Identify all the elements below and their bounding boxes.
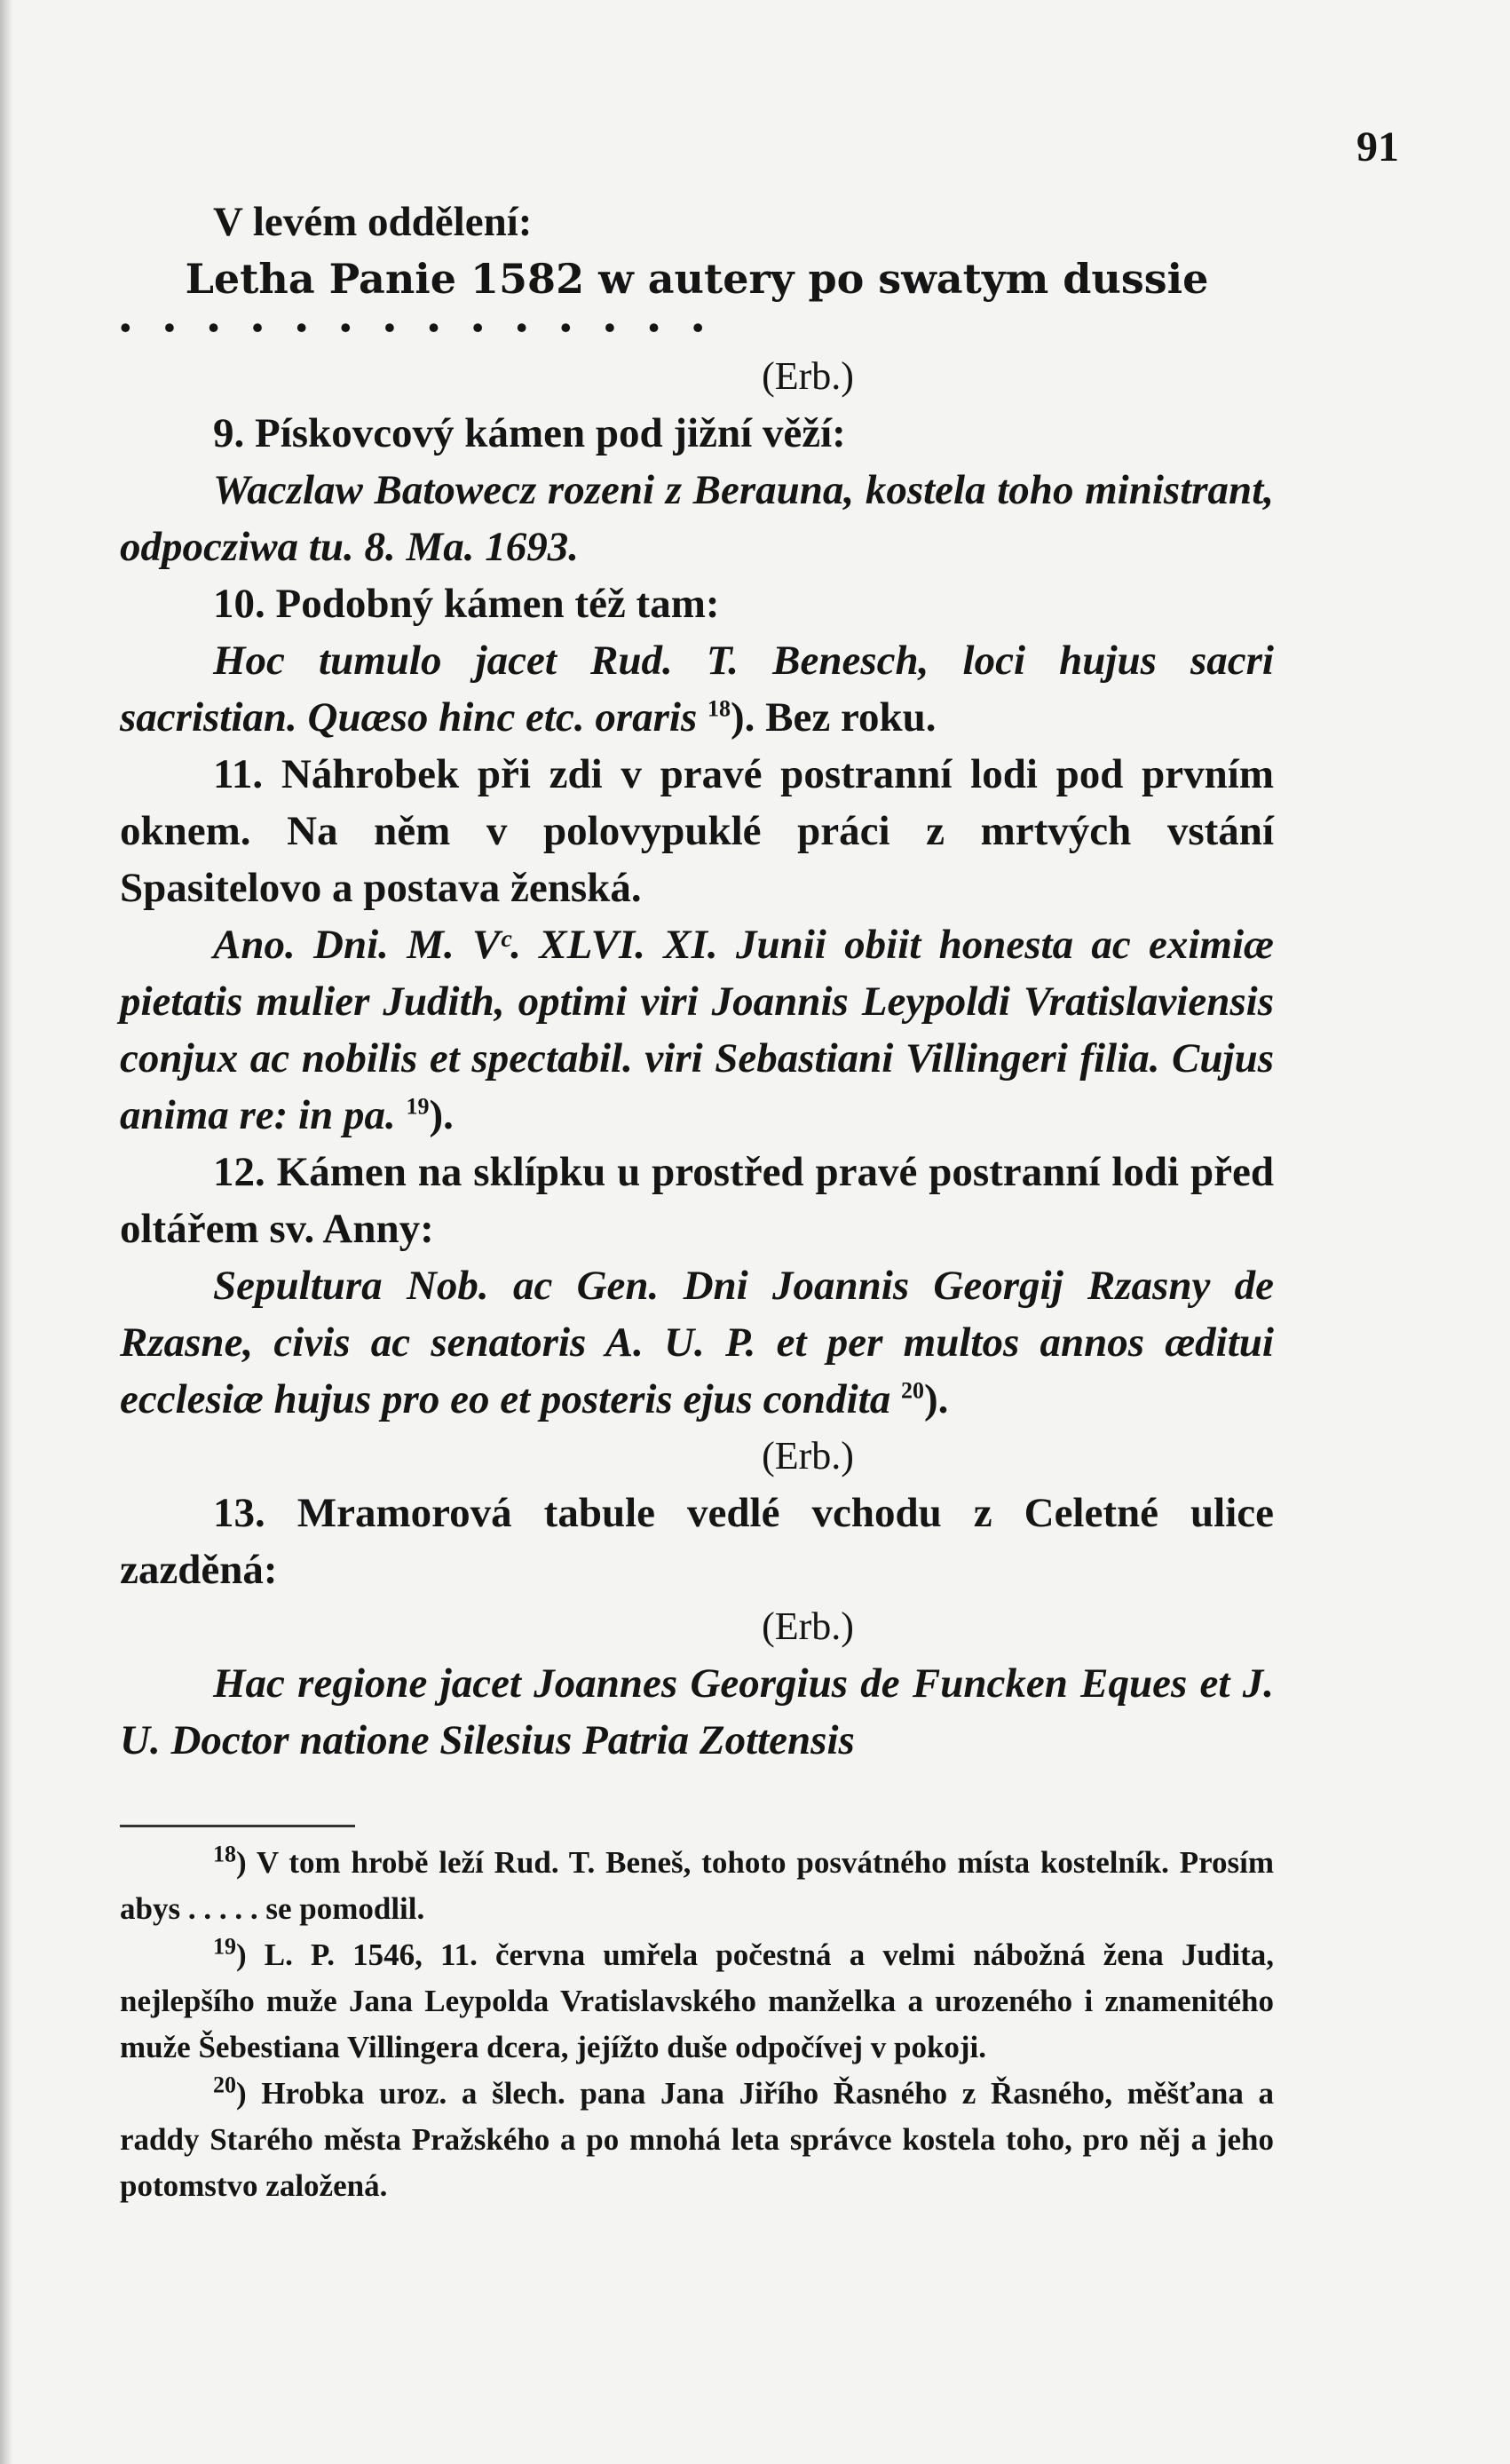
footnote-ref-20: 20 [900, 1377, 924, 1404]
item-9-inscription: Waczlaw Batowecz rozeni z Berauna, kostela toho ministrant, odpocziwa tu. 8. Ma. 1693. [120, 467, 1274, 570]
item-12-inscription [120, 1257, 1274, 1428]
footnote-mark: 18 [213, 1841, 236, 1867]
footnote-18 [120, 1840, 1274, 1932]
erb-label-3: (Erb.) [762, 1604, 854, 1648]
item-9-heading: 9. Pískovcový kámen pod jižní věží: [213, 410, 846, 456]
erb-label-2: (Erb.) [762, 1434, 854, 1478]
section-heading: V levém oddělení: [213, 199, 533, 245]
footnote-mark: 20 [213, 2072, 236, 2098]
item-12-latin: Sepultura Nob. ac Gen. Dni Joannis Georgij Rzasny de Rzasne, civis ac senatoris A. U. P. et per multos annos æditui ecclesiæ hujus pro eo et posteris ejus condita [120, 1263, 1274, 1422]
item-12-after: ). [923, 1376, 949, 1422]
footnote-mark: 19 [213, 1933, 236, 1960]
item-11-latin: Ano. Dni. M. Vᶜ. XLVI. XI. Junii obiit honesta ac eximiæ pietatis mulier Judith, optimi viri Joannis Leypoldi Vratislaviensis conjux ac nobilis et spectabil. viri Sebastiani Villingeri filia. Cujus anima re: in pa. [120, 922, 1274, 1138]
footnote-text: ) V tom hrobě leží Rud. T. Beneš, tohoto posvátného místa kostelník. Prosím abys . . . . . se pomodlil. [120, 1845, 1274, 1926]
footnote-text: ) L. P. 1546, 11. června umřela počestná a velmi nábožná žena Judita, nejlepšího muže Jana Leypolda Vratislavského manželka a urozeného i znamenitého muže Šebestiana Villingera dcera, jejížto duše odpočívej v pokoji. [120, 1937, 1274, 2064]
erb-label-1: (Erb.) [762, 354, 854, 398]
item-10-latin: Hoc tumulo jacet Rud. T. Benesch, loci hujus sacri sacristian. Quæso hinc etc. oraris [120, 638, 1274, 741]
main-text [120, 194, 1274, 1769]
footnote-ref-19: 19 [406, 1093, 430, 1120]
item-11-description: 11. Náhrobek při zdi v pravé postranní lodi pod prvním oknem. Na něm v polovypuklé práci z mrtvých vstání Spasitelovo a postava ženská. [120, 751, 1274, 911]
fraktur-inscription: Letha Panie 1582 w autery po swatym dussie [185, 255, 1209, 303]
item-13-inscription: Hac regione jacet Joannes Georgius de Funcken Eques et J. U. Doctor natione Silesius Patria Zottensis [120, 1660, 1274, 1763]
item-10-heading: 10. Podobný kámen též tam: [213, 581, 720, 627]
item-11-inscription [120, 916, 1274, 1144]
item-12-description: 12. Kámen na sklípku u prostřed pravé postranní lodi před oltářem sv. Anny: [120, 1149, 1274, 1252]
footnotes [120, 1840, 1274, 2209]
item-13-description: 13. Mramorová tabule vedlé vchodu z Celetné ulice zazděná: [120, 1490, 1274, 1593]
item-10-after: ). Bez roku. [731, 694, 937, 741]
footnote-ref-18: 18 [708, 695, 731, 722]
page-number: 91 [1356, 123, 1399, 170]
item-10-inscription [120, 632, 1274, 746]
dots-line: • • • • • • • • • • • • • • [120, 310, 716, 345]
footnote-divider [120, 1825, 355, 1827]
footnote-19 [120, 1932, 1274, 2071]
item-11-after: ). [429, 1092, 454, 1138]
footnote-20 [120, 2071, 1274, 2209]
footnote-text: ) Hrobka uroz. a šlech. pana Jana Jiřího Řasného z Řasného, měšťana a raddy Starého města Pražského a po mnohá leta správce kostela toho, pro něj a jeho potomstvo založená. [120, 2076, 1274, 2203]
